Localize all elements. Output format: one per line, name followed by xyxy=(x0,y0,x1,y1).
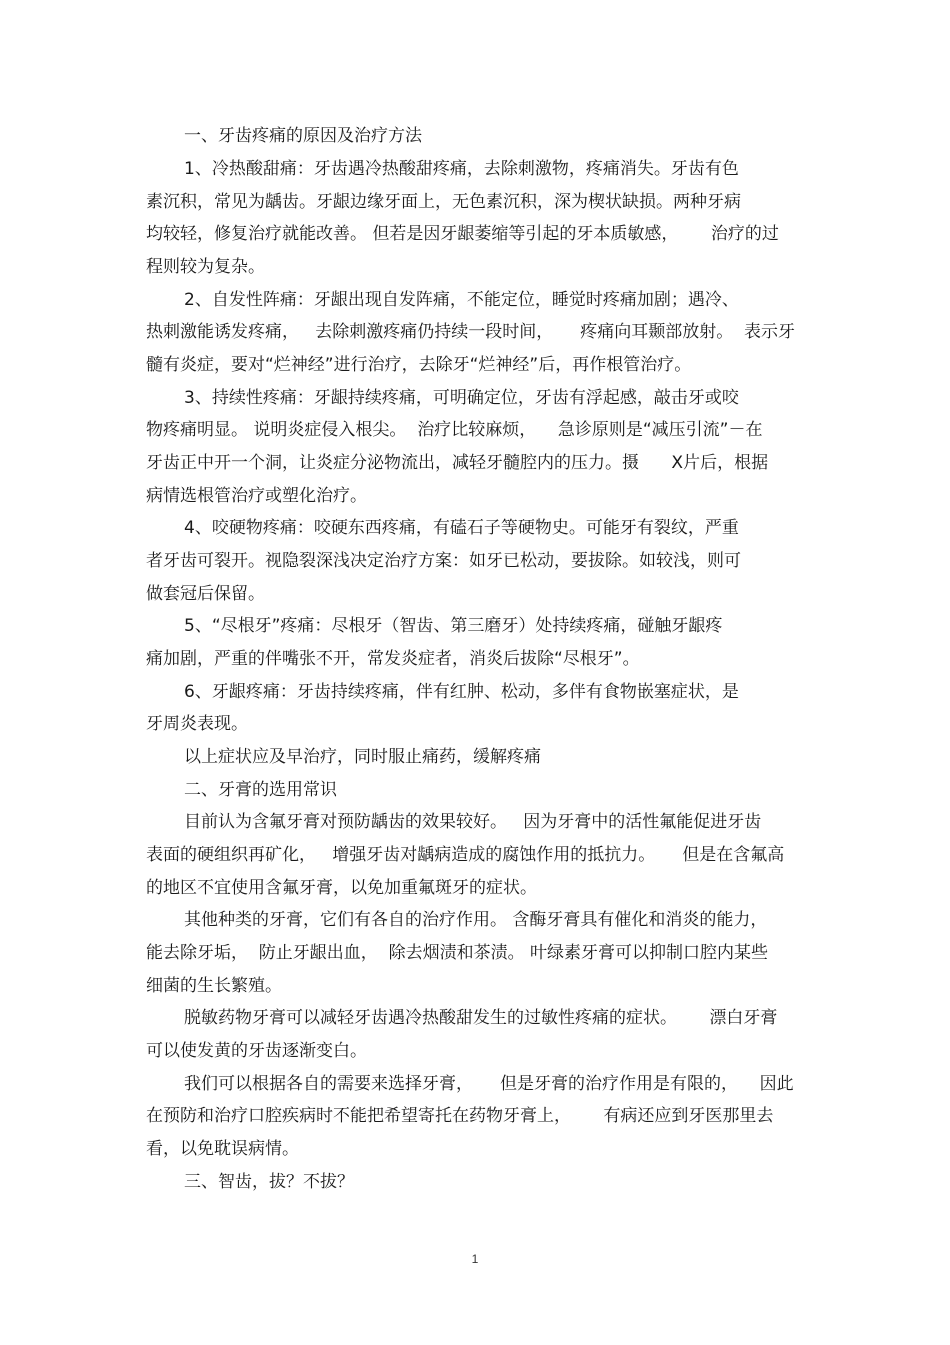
paragraph-line: 均较轻，修复治疗就能改善。 但若是因牙龈萎缩等引起的牙本质敏感， 治疗的过 xyxy=(146,224,779,244)
paragraph-line: 目前认为含氟牙膏对预防龋齿的效果较好。 因为牙膏中的活性氟能促进牙齿 xyxy=(184,812,762,832)
paragraph-line: 以上症状应及早治疗，同时服止痛药，缓解疼痛 xyxy=(184,747,541,767)
paragraph-line: 我们可以根据各自的需要来选择牙膏， 但是牙膏的治疗作用是有限的， 因此 xyxy=(184,1074,794,1094)
paragraph-line: 2、自发性阵痛：牙龈出现自发阵痛，不能定位，睡觉时疼痛加剧；遇冷、 xyxy=(184,290,739,310)
paragraph-line: 表面的硬组织再矿化， 增强牙齿对龋病造成的腐蚀作用的抵抗力。 但是在含氟高 xyxy=(146,845,785,865)
paragraph-line: 物疼痛明显。 说明炎症侵入根尖。 治疗比较麻烦， 急诊原则是“减压引流”－在 xyxy=(146,420,763,440)
paragraph-line: 牙齿正中开一个洞，让炎症分泌物流出，减轻牙髓腔内的压力。摄 X片后，根据 xyxy=(146,453,769,473)
paragraph-line: 3、持续性疼痛：牙龈持续疼痛，可明确定位，牙齿有浮起感，敲击牙或咬 xyxy=(184,388,739,408)
paragraph-line: 程则较为复杂。 xyxy=(146,257,265,277)
paragraph-line: 做套冠后保留。 xyxy=(146,584,265,604)
paragraph-line: 1、冷热酸甜痛：牙齿遇冷热酸甜疼痛，去除刺激物，疼痛消失。牙齿有色 xyxy=(184,159,739,179)
paragraph-line: 细菌的生长繁殖。 xyxy=(146,976,282,996)
paragraph-line: 可以使发黄的牙齿逐渐变白。 xyxy=(146,1041,367,1061)
section-heading-3: 三、智齿，拔？不拔？ xyxy=(184,1172,354,1192)
paragraph-line: 脱敏药物牙膏可以减轻牙齿遇冷热酸甜发生的过敏性疼痛的症状。 漂白牙膏 xyxy=(184,1008,778,1028)
paragraph-line: 在预防和治疗口腔疾病时不能把希望寄托在药物牙膏上， 有病还应到牙医那里去 xyxy=(146,1106,774,1126)
paragraph-line: 痛加剧，严重的伴嘴张不开，常发炎症者，消炎后拔除“尽根牙”。 xyxy=(146,649,640,669)
paragraph-line: 其他种类的牙膏，它们有各自的治疗作用。 含酶牙膏具有催化和消炎的能力， xyxy=(184,910,768,930)
paragraph-line: 牙周炎表现。 xyxy=(146,714,248,734)
paragraph-line: 素沉积，常见为龋齿。牙龈边缘牙面上，无色素沉积，深为楔状缺损。两种牙病 xyxy=(146,192,741,212)
paragraph-line: 热刺激能诱发疼痛， 去除刺激疼痛仍持续一段时间， 疼痛向耳颞部放射。 表示牙 xyxy=(146,322,796,342)
paragraph-line: 的地区不宜使用含氟牙膏，以免加重氟斑牙的症状。 xyxy=(146,878,537,898)
paragraph-line: 病情选根管治疗或塑化治疗。 xyxy=(146,486,367,506)
section-heading-1: 一、牙齿疼痛的原因及治疗方法 xyxy=(184,126,422,146)
paragraph-line: 6、牙龈疼痛：牙齿持续疼痛，伴有红肿、松动，多伴有食物嵌塞症状，是 xyxy=(184,682,739,702)
paragraph-line: 看，以免耽误病情。 xyxy=(146,1139,299,1159)
paragraph-line: 髓有炎症，要对“烂神经”进行治疗，去除牙“烂神经”后，再作根管治疗。 xyxy=(146,355,692,375)
paragraph-line: 者牙齿可裂开。视隐裂深浅决定治疗方案：如牙已松动，要拔除。如较浅，则可 xyxy=(146,551,741,571)
paragraph-line: 能去除牙垢， 防止牙龈出血， 除去烟渍和茶渍。 叶绿素牙膏可以抑制口腔内某些 xyxy=(146,943,769,963)
paragraph-line: 5、“尽根牙”疼痛：尽根牙（智齿、第三磨牙）处持续疼痛，碰触牙龈疼 xyxy=(184,616,723,636)
section-heading-2: 二、牙膏的选用常识 xyxy=(184,780,337,800)
page-number: 1 xyxy=(471,1252,479,1266)
paragraph-line: 4、咬硬物疼痛：咬硬东西疼痛，有磕石子等硬物史。可能牙有裂纹，严重 xyxy=(184,518,739,538)
